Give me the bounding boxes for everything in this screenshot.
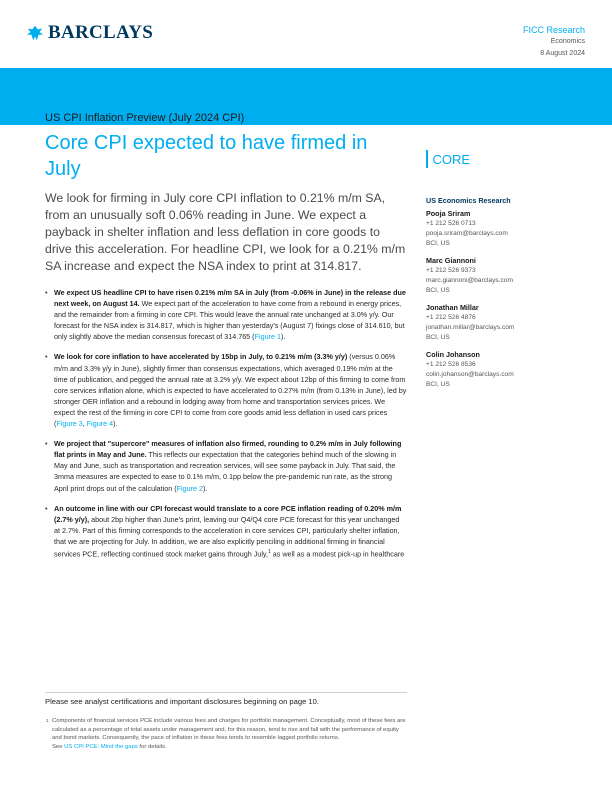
bullet-tail: as well as a modest pick-up in healthcare — [270, 549, 405, 559]
analyst-card — [426, 350, 586, 390]
figure-link[interactable]: Figure 1 — [254, 332, 281, 342]
analyst-name: Marc Giannoni — [426, 256, 476, 265]
standfirst: We look for firming in July core CPI inflation to 0.21% m/m SA, from an unusually soft 0.06% reading in June. We expect a payback in shelter inflation and less deflation in core goods to drive this acceleration. For headline CPI, we look for a 0.21% m/m SA increase and expect the NSA index to print at 314.817. — [45, 191, 406, 273]
report-kicker: US CPI Inflation Preview (July 2024 CPI) — [45, 112, 245, 124]
report-date: 8 August 2024 — [540, 50, 585, 57]
footnote — [46, 717, 407, 751]
analyst-entity: BCI, US — [426, 287, 450, 294]
analyst-entity: BCI, US — [426, 334, 450, 341]
footnote-ref[interactable]: 1 — [268, 548, 271, 555]
analyst-name: Colin Johanson — [426, 350, 480, 359]
list-item — [45, 287, 407, 342]
topic-tag — [426, 150, 586, 168]
analyst-phone: +1 212 526 4876 — [426, 314, 476, 321]
analyst-card — [426, 303, 586, 343]
brand-name: BARCLAYS — [48, 22, 154, 43]
divider — [45, 692, 407, 693]
figure-link[interactable]: Figure 3 — [56, 419, 83, 429]
analyst-entity: BCI, US — [426, 240, 450, 247]
topic-label: CORE — [432, 151, 471, 167]
analyst-entity: BCI, US — [426, 381, 450, 388]
figure-link[interactable]: Figure 2 — [176, 483, 204, 493]
bullet-lead: We expect US headline CPI to have risen 0.21% m/m SA in July (from -0.06% in June) in the release due next week, on August 14. — [54, 288, 406, 309]
link-separator: , — [82, 419, 87, 429]
analyst-email[interactable]: marc.giannoni@barclays.com — [426, 277, 513, 284]
bullet-text: This reflects our expectation that the categories behind much of the slowing in May and June, such as transportation and recreation services, will see some payback in July. That said, the 3mma measures are expected to ease to 0.1% m/m, 0.1pp below the pre-pandemic run rate, as the strong April print drops out of the calculation ( — [54, 450, 397, 493]
barclays-eagle-icon — [26, 24, 44, 42]
bullet-text: (versus 0.06% m/m and 3.3% y/y in June), slightly firmer than consensus expectations, which averaged 0.19% m/m at the time of publication, and pegged the annual rate at 3.2% y/y. We expect about 12bp of this firming to come from core services inflation alone, which is expected to have accelerated to 0.27% m/m (from 0.13% in June), led by stronger OER inflation and a rebound in lodging away from home and transportation services prices. We expect the rest of the firming in core CPI to come from core goods amid less deflation in used cars prices ( — [54, 352, 407, 429]
list-item — [45, 351, 407, 429]
footnote-marker: 1 — [46, 718, 49, 723]
sidebar — [426, 150, 586, 397]
key-points-list — [45, 287, 407, 559]
bullet-lead: We project that "supercore" measures of inflation also firmed, rounding to 0.2% m/m in July following flat prints in May and June. — [54, 439, 402, 460]
analyst-card — [426, 209, 586, 249]
analyst-name: Pooja Sriram — [426, 209, 471, 218]
analyst-phone: +1 212 526 9373 — [426, 267, 476, 274]
bullet-tail: ). — [280, 332, 286, 342]
list-item — [45, 503, 407, 560]
bullet-tail: ). — [203, 483, 208, 493]
disclosure-note: Please see analyst certifications and important disclosures beginning on page 10. — [45, 697, 319, 706]
figure-link[interactable]: Figure 4 — [86, 419, 114, 429]
analyst-phone: +1 212 526 8536 — [426, 361, 476, 368]
page-title: Core CPI expected to have firmed in July — [45, 132, 368, 180]
analyst-phone: +1 212 526 0713 — [426, 220, 476, 227]
department-label: FICC Research — [522, 25, 585, 35]
brand-logo — [26, 22, 153, 44]
bullet-lead: We look for core inflation to have accelerated by 15bp in July, to 0.21% m/m (3.3% y/y) — [54, 352, 348, 362]
list-item — [45, 438, 407, 493]
bullet-text: about 2bp higher than June's print, leaving our Q4/Q4 core PCE forecast for this year unchanged at 2.7%. Part of this firming corresponds to the acceleration in core services CPI, particularly shelter inflation, that we are projecting for July. In addition, we are also explicitly penciling in additional firming in financial services PCE, reflecting continued stock market gains through July, — [54, 514, 400, 559]
analyst-email[interactable]: jonathan.millar@barclays.com — [426, 324, 515, 331]
main-content — [45, 112, 407, 568]
team-name: US Economics Research — [426, 196, 511, 205]
topic-marker — [426, 150, 428, 168]
footnote-see-suffix: for details. — [137, 743, 167, 750]
bullet-tail: ). — [113, 419, 118, 429]
related-report-link[interactable]: US CPI PCE: Mind the gaps — [64, 743, 138, 750]
section-label: Economics — [550, 38, 585, 45]
report-meta — [523, 24, 585, 60]
analyst-email[interactable]: colin.johanson@barclays.com — [426, 371, 514, 378]
analyst-card — [426, 256, 586, 296]
bullet-lead: An outcome in line with our CPI forecast would translate to a core PCE inflation reading of 0.20% m/m (2.7% y/y), — [54, 503, 402, 524]
analyst-email[interactable]: pooja.sriram@barclays.com — [426, 230, 508, 237]
footnote-text: Components of financial services PCE include various fees and charges for portfolio management. Conceptually, most of these fees are calculated as a percentage of total assets under management and, for this reason, tend to rise and fall with the performance of equity and bond markets. Consequently, the pace of inflation in these fees tends to resemble lagged portfolio returns. — [52, 718, 406, 742]
analyst-name: Jonathan Millar — [426, 303, 479, 312]
bullet-text: We expect part of the acceleration to have come from a rebound in energy prices, and the remainder from a firming in core CPI. This would leave the annual rate unchanged at 3.0% y/y. Our forecast for the NSA index is 314.817, which is higher than yesterday's (August 7) fixings close of 314.610, but only slightly above the median consensus forecast of 314.765 ( — [54, 299, 405, 342]
footnote-see-prefix: See — [52, 743, 65, 750]
